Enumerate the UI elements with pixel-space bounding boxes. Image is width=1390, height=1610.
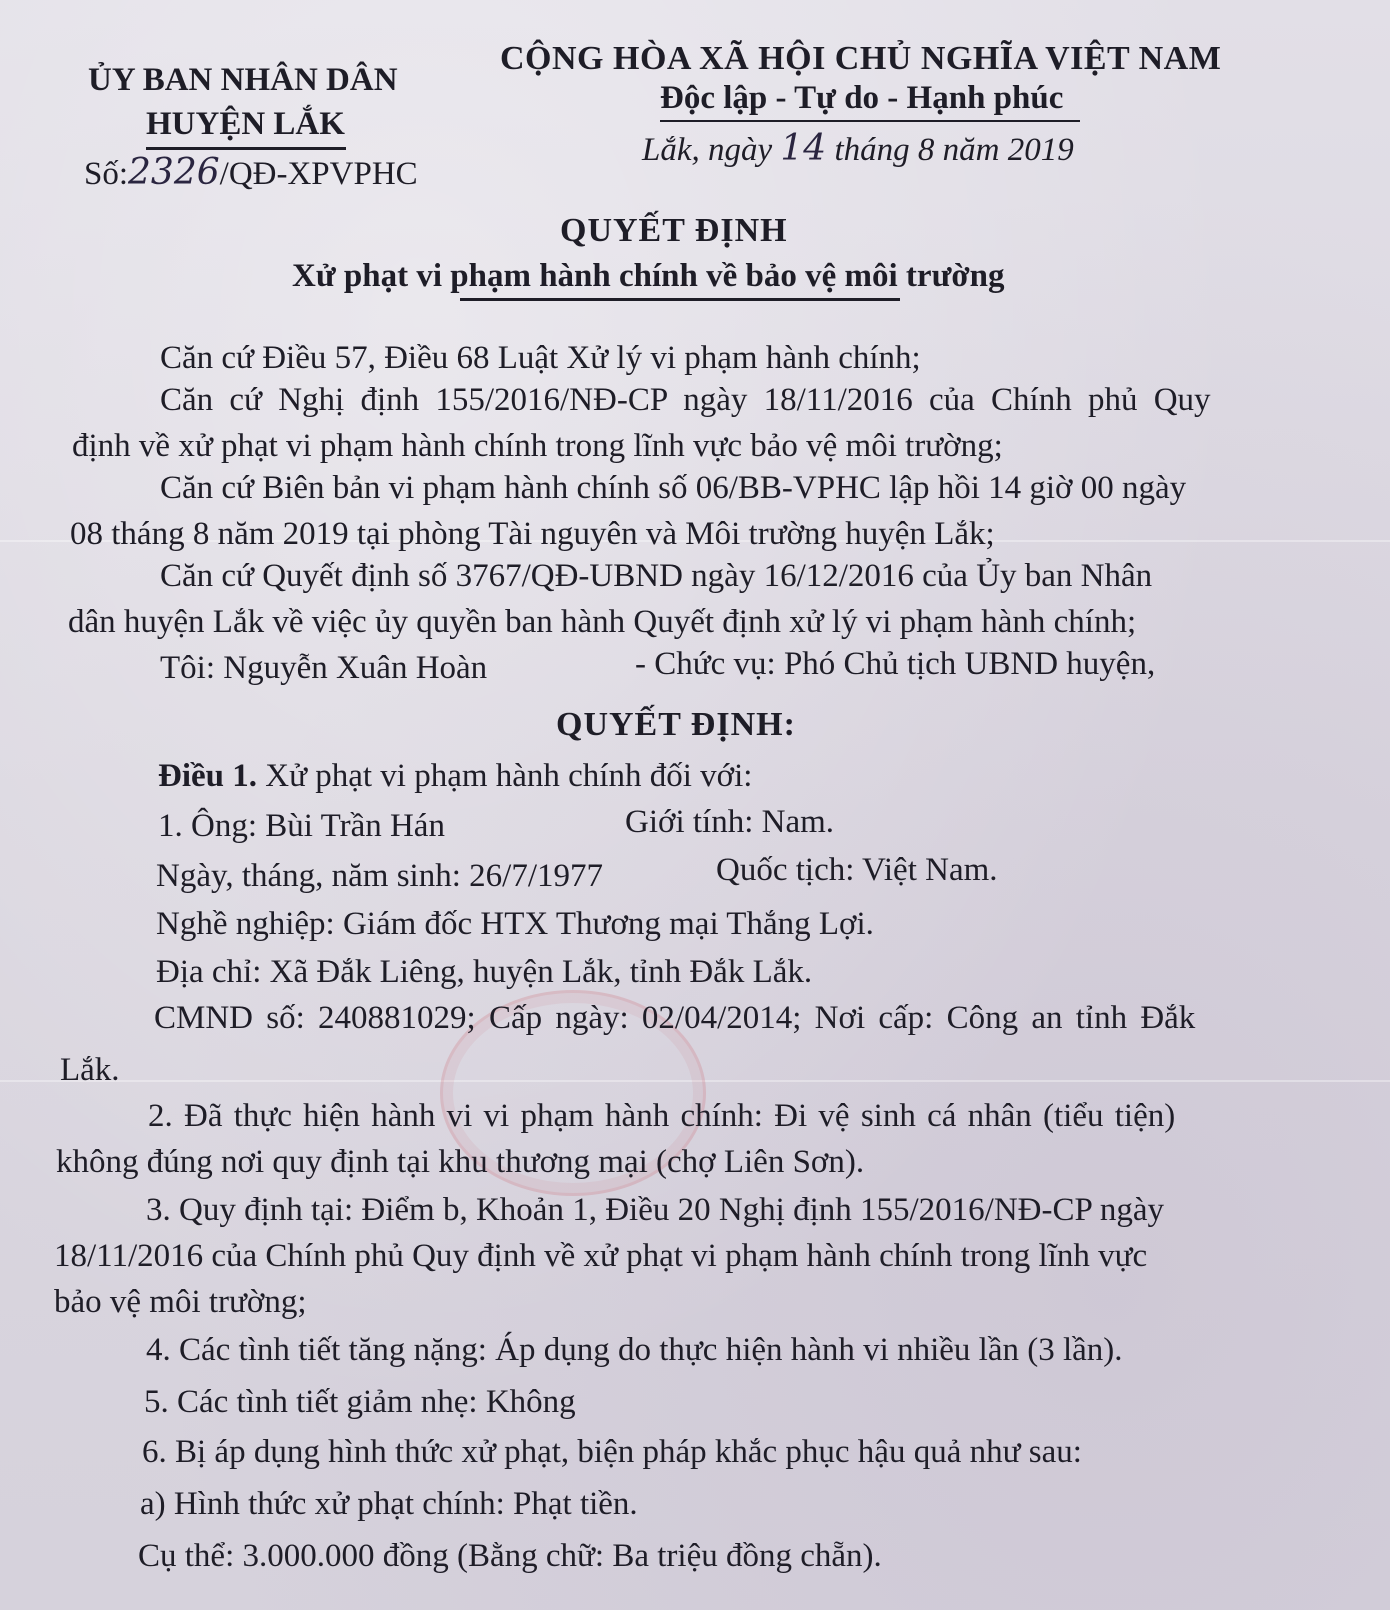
mitigating-circumstances: 5. Các tình tiết giảm nhẹ: Không (144, 1384, 576, 1420)
violator-occupation: Nghề nghiệp: Giám đốc HTX Thương mại Thắng Lợi. (156, 906, 874, 942)
violator-name: 1. Ông: Bùi Trần Hán (158, 808, 445, 844)
violator-dob: Ngày, tháng, năm sinh: 26/7/1977 (156, 858, 603, 894)
date-prefix: Lắk, ngày (642, 132, 773, 168)
document-date (642, 128, 1074, 169)
number-prefix: Số: (84, 156, 129, 192)
aggravating-circumstances: 4. Các tình tiết tăng nặng: Áp dụng do thực hiện hành vi nhiều lần (3 lần). (146, 1332, 1123, 1368)
legal-provision-cont-2: bảo vệ môi trường; (54, 1284, 307, 1320)
agency-district: HUYỆN LẮK (146, 106, 345, 142)
legal-basis-3-cont: 08 tháng 8 năm 2019 tại phòng Tài nguyên và Môi trường huyện Lắk; (70, 516, 995, 552)
signer-position: - Chức vụ: Phó Chủ tịch UBND huyện, (635, 646, 1156, 682)
decision-heading: QUYẾT ĐỊNH (560, 212, 788, 249)
agency-name: ỦY BAN NHÂN DÂN (88, 62, 398, 98)
violation-behavior: 2. Đã thực hiện hành vi vi phạm hành chính: Đi vệ sinh cá nhân (tiểu tiện) (148, 1098, 1176, 1134)
fine-amount: Cụ thể: 3.000.000 đồng (Bằng chữ: Ba triệu đồng chẵn). (138, 1538, 882, 1574)
number-suffix: /QĐ-XPVPHC (219, 156, 418, 192)
violator-id-cont: Lắk. (60, 1052, 120, 1088)
legal-basis-2: Căn cứ Nghị định 155/2016/NĐ-CP ngày 18/11/2016 của Chính phủ Quy (160, 382, 1211, 418)
article-1-text: Xử phạt vi phạm hành chính đối với: (265, 758, 753, 794)
decision-heading-2: QUYẾT ĐỊNH: (556, 706, 796, 743)
violator-gender: Giới tính: Nam. (625, 804, 835, 840)
signer-name: Tôi: Nguyễn Xuân Hoàn (160, 650, 488, 686)
legal-basis-3: Căn cứ Biên bản vi phạm hành chính số 06/BB-VPHC lập hồi 14 giờ 00 ngày (160, 470, 1187, 506)
violation-behavior-cont: không đúng nơi quy định tại khu thương mại (chợ Liên Sơn). (56, 1144, 865, 1180)
legal-basis-2-cont: định về xử phạt vi phạm hành chính trong lĩnh vực bảo vệ môi trường; (72, 428, 1003, 464)
handwritten-day: 14 (780, 128, 827, 169)
article-1-label: Điều 1. (158, 758, 257, 794)
date-suffix: tháng 8 năm 2019 (834, 132, 1074, 168)
legal-basis-1: Căn cứ Điều 57, Điều 68 Luật Xử lý vi phạm hành chính; (160, 340, 921, 376)
document-number (84, 152, 418, 193)
handwritten-number: 2326 (128, 152, 220, 193)
violator-id: CMND số: 240881029; Cấp ngày: 02/04/2014; Nơi cấp: Công an tỉnh Đắk (154, 1000, 1196, 1036)
decision-subject: Xử phạt vi phạm hành chính về bảo vệ môi trường (292, 258, 1005, 294)
legal-basis-4-cont: dân huyện Lắk về việc ủy quyền ban hành Quyết định xử lý vi phạm hành chính; (68, 604, 1137, 640)
motto-underline (660, 120, 1080, 122)
legal-provision-cont: 18/11/2016 của Chính phủ Quy định về xử phạt vi phạm hành chính trong lĩnh vực (54, 1238, 1148, 1274)
penalty-forms: 6. Bị áp dụng hình thức xử phạt, biện pháp khắc phục hậu quả như sau: (142, 1434, 1082, 1470)
subject-underline (460, 298, 900, 301)
article-1 (158, 760, 752, 793)
legal-basis-4: Căn cứ Quyết định số 3767/QĐ-UBND ngày 16/12/2016 của Ủy ban Nhân (160, 558, 1153, 594)
main-penalty: a) Hình thức xử phạt chính: Phạt tiền. (140, 1486, 638, 1522)
national-motto: Độc lập - Tự do - Hạnh phúc (660, 80, 1064, 116)
agency-underline (146, 147, 346, 150)
violator-nationality: Quốc tịch: Việt Nam. (716, 852, 998, 888)
violator-address: Địa chỉ: Xã Đắk Liêng, huyện Lắk, tỉnh Đắk Lắk. (156, 954, 813, 990)
nation-title: CỘNG HÒA XÃ HỘI CHỦ NGHĨA VIỆT NAM (500, 40, 1222, 77)
legal-provision: 3. Quy định tại: Điểm b, Khoản 1, Điều 20 Nghị định 155/2016/NĐ-CP ngày (146, 1192, 1165, 1228)
